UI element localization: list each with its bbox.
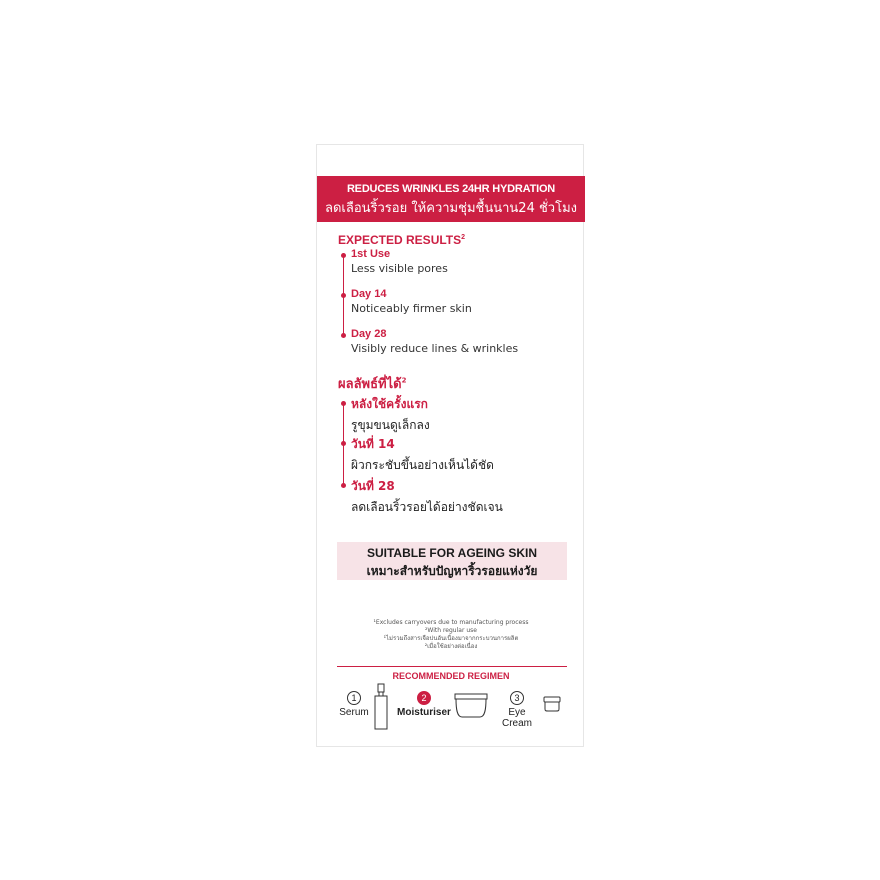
timeline-dot [341, 483, 346, 488]
thai-results-title [338, 373, 406, 394]
step-number: 3 [510, 691, 524, 705]
timeline-label: Day 14 [351, 288, 387, 300]
banner-thai: ลดเลือนริ้วรอย ให้ความชุ่มชื้นนาน24 ชั่วโมง [325, 201, 577, 216]
timeline-desc: Less visible pores [351, 262, 448, 275]
timeline-item [351, 288, 472, 315]
timeline-label: หลังใช้ครั้งแรก [351, 397, 428, 411]
suitable-thai: เหมาะสำหรับปัญหาริ้วรอยแห่งวัย [366, 564, 538, 578]
regimen-title: RECOMMENDED REGIMEN [392, 671, 510, 681]
thai-timeline [343, 397, 563, 514]
eye-cream-jar-icon [543, 695, 561, 713]
timeline-dot [341, 441, 346, 446]
step-label: Eye Cream [501, 707, 532, 729]
timeline-desc: ลดเลือนริ้วรอยได้อย่างชัดเจน [351, 500, 503, 514]
footnotes [317, 619, 585, 651]
timeline-desc: ผิวกระชับขึ้นอย่างเห็นได้ชัด [351, 458, 494, 472]
timeline-item [351, 477, 503, 517]
step-label: Serum [339, 707, 369, 718]
timeline-dot [341, 401, 346, 406]
thai-title-text: ผลลัพธ์ที่ได้ [338, 377, 402, 392]
timeline-label: Day 28 [351, 328, 387, 340]
product-panel [316, 144, 584, 747]
expected-title-text: EXPECTED RESULTS [338, 233, 462, 247]
timeline-dot [341, 293, 346, 298]
step-number: 1 [347, 691, 361, 705]
banner-english: REDUCES WRINKLES 24HR HYDRATION [346, 183, 556, 195]
suitable-badge [337, 542, 567, 580]
regimen-step-moisturiser [395, 691, 453, 718]
timeline-dot [341, 253, 346, 258]
step-label: Moisturiser [397, 707, 451, 718]
timeline-desc: รูขุมขนดูเล็กลง [351, 418, 430, 432]
footnote: ¹ไม่รวมถึงสารเจือปนอันเนื่องมาจากกระบวนการผลิต [383, 635, 519, 642]
expected-results-title [338, 233, 465, 247]
timeline-item [351, 435, 494, 475]
step-number: 2 [417, 691, 431, 705]
timeline-item [351, 328, 518, 355]
thai-title-sup: 2 [401, 376, 407, 385]
footnote: ¹Excludes carryovers due to manufacturing process [373, 619, 529, 626]
regimen-step-eye-cream [493, 691, 541, 729]
expected-title-sup: 2 [461, 234, 466, 241]
footnote: ²เมื่อใช้อย่างต่อเนื่อง [424, 643, 478, 650]
timeline-item [351, 395, 430, 435]
suitable-english: SUITABLE FOR AGEING SKIN [366, 546, 537, 560]
timeline-item [351, 248, 448, 275]
timeline-label: 1st Use [351, 248, 391, 260]
timeline-desc: Visibly reduce lines & wrinkles [351, 342, 519, 355]
expected-timeline [343, 248, 563, 363]
timeline-desc: Noticeably firmer skin [351, 302, 472, 315]
timeline-label: วันที่ 14 [351, 437, 395, 451]
claim-banner [317, 176, 585, 222]
footnote: ²With regular use [425, 627, 477, 634]
divider [337, 666, 567, 667]
timeline-dot [341, 333, 346, 338]
moisturiser-jar-icon [453, 691, 489, 719]
serum-bottle-icon [373, 683, 389, 731]
regimen-step-serum [337, 691, 371, 718]
timeline-label: วันที่ 28 [351, 479, 395, 493]
